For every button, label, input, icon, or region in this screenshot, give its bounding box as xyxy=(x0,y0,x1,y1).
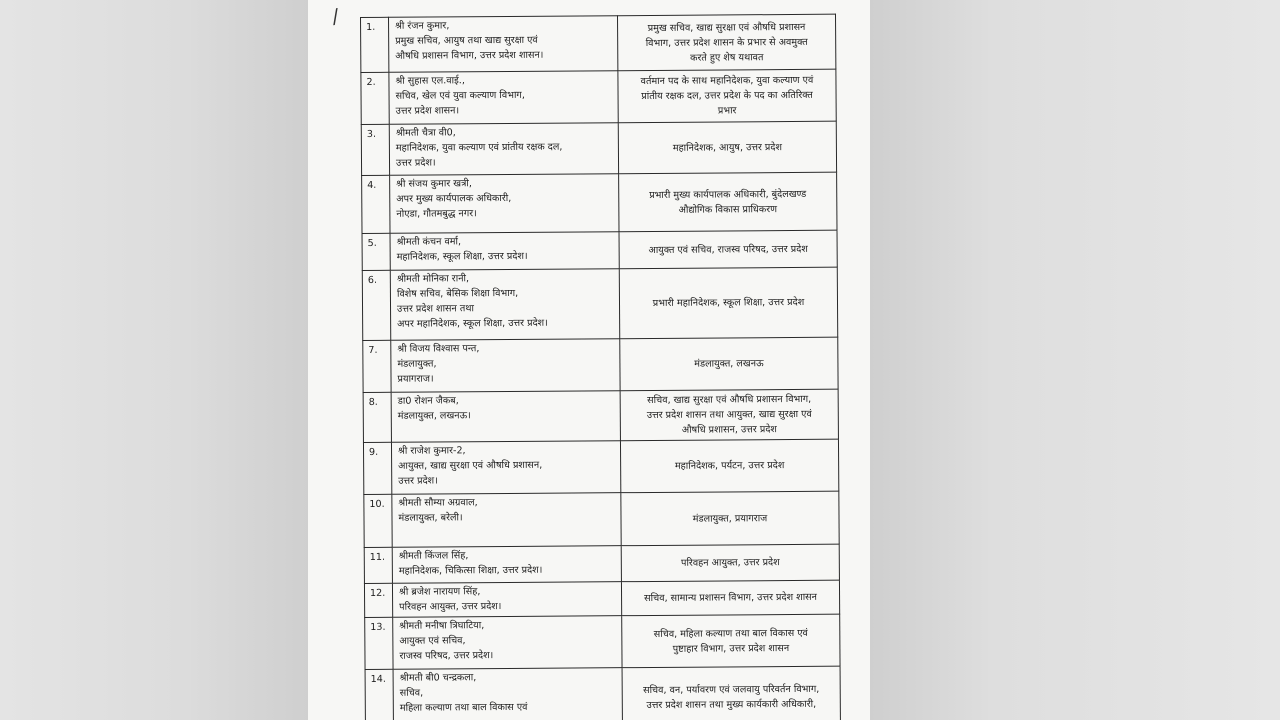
text-line: पुष्टाहार विभाग, उत्तर प्रदेश शासन xyxy=(672,642,790,655)
text-line: श्री रंजन कुमार, xyxy=(395,20,450,32)
new-posting xyxy=(618,69,836,123)
text-line: महानिदेशक, पर्यटन, उत्तर प्रदेश xyxy=(674,460,785,472)
background-right xyxy=(870,0,1280,720)
text-line: प्रयागराज। xyxy=(397,373,434,385)
text-line: मंडलायुक्त, लखनऊ। xyxy=(397,410,471,422)
text-line: नोएडा, गौतमबुद्ध नगर। xyxy=(396,208,477,220)
text-line: श्री सुहास एल.वाई., xyxy=(395,75,465,87)
text-line: मंडलायुक्त, xyxy=(397,358,437,370)
text-line: सचिव, xyxy=(399,687,424,699)
table-row xyxy=(364,544,839,583)
officer-current-post xyxy=(390,174,619,234)
text-line: श्रीमती किंजल सिंह, xyxy=(398,550,469,562)
new-posting xyxy=(622,614,840,668)
new-posting xyxy=(621,491,839,546)
serial-number: 3. xyxy=(361,124,389,175)
text-line: डा0 रोशन जैकब, xyxy=(397,395,459,407)
text-line: सचिव, खेल एवं युवा कल्याण विभाग, xyxy=(395,89,525,102)
table-row xyxy=(363,389,838,442)
table-row xyxy=(361,121,836,175)
table-row xyxy=(363,439,838,494)
serial-number: 11. xyxy=(364,547,392,583)
table-row xyxy=(364,580,839,617)
text-line: उत्तर प्रदेश। xyxy=(398,475,438,487)
officer-current-post xyxy=(389,71,618,125)
text-line: श्रीमती मोनिका रानी, xyxy=(396,273,470,285)
officer-current-post xyxy=(389,123,618,176)
new-posting xyxy=(620,337,838,391)
new-posting xyxy=(621,544,839,582)
serial-number: 7. xyxy=(363,340,391,392)
officer-current-post xyxy=(392,582,621,618)
text-line: महानिदेशक, चिकित्सा शिक्षा, उत्तर प्रदेश। xyxy=(398,564,543,577)
text-line: परिवहन आयुक्त, उत्तर प्रदेश xyxy=(680,557,780,569)
new-posting xyxy=(620,439,838,493)
text-line: मंडलायुक्त, प्रयागराज xyxy=(692,512,768,525)
text-line: प्रमुख सचिव, खाद्य सुरक्षा एवं औषधि प्रशासन xyxy=(647,21,806,34)
serial-number: 4. xyxy=(362,175,390,233)
officer-current-post xyxy=(391,441,620,495)
table-row xyxy=(362,267,837,340)
text-line: परिवहन आयुक्त, उत्तर प्रदेश। xyxy=(399,601,502,613)
table-row xyxy=(365,666,840,720)
text-line: महानिदेशक, आयुष, उत्तर प्रदेश xyxy=(672,141,783,154)
officer-current-post xyxy=(392,546,621,584)
officer-current-post xyxy=(389,16,618,73)
new-posting xyxy=(621,580,839,616)
text-line: श्री राजेश कुमार-2, xyxy=(397,445,466,457)
officer-current-post xyxy=(392,493,621,548)
text-line: उत्तर प्रदेश। xyxy=(395,157,436,169)
text-line: वर्तमान पद के साथ महानिदेशक, युवा कल्याण एवं xyxy=(640,74,814,88)
text-line: श्रीमती चैत्रा वी0, xyxy=(395,127,456,139)
text-line: सचिव, महिला कल्याण तथा बाल विकास एवं xyxy=(653,627,808,640)
text-line: औषधि प्रशासन, उत्तर प्रदेश xyxy=(681,424,777,436)
table-row xyxy=(363,337,838,392)
text-line: प्रभार xyxy=(717,105,737,117)
text-line: श्री ब्रजेश नारायण सिंह, xyxy=(398,586,481,598)
table-row xyxy=(364,491,839,547)
text-line: महानिदेशक, स्कूल शिक्षा, उत्तर प्रदेश। xyxy=(396,250,528,263)
text-line: आयुक्त एवं सचिव, xyxy=(399,635,466,647)
text-line: आयुक्त, खाद्य सुरक्षा एवं औषधि प्रशासन, xyxy=(398,459,543,472)
officer-current-post xyxy=(391,391,620,443)
new-posting xyxy=(617,14,835,71)
serial-number: 5. xyxy=(362,233,390,270)
page-mark: / xyxy=(330,3,341,29)
serial-number: 6. xyxy=(362,270,390,340)
text-line: प्रभारी महानिदेशक, स्कूल शिक्षा, उत्तर प्रदेश xyxy=(652,296,805,309)
text-line: अपर महानिदेशक, स्कूल शिक्षा, उत्तर प्रदेश। xyxy=(397,317,548,330)
text-line: अपर मुख्य कार्यपालक अधिकारी, xyxy=(396,192,512,205)
new-posting xyxy=(618,121,836,174)
serial-number: 14. xyxy=(365,669,393,720)
text-line: उत्तर प्रदेश शासन। xyxy=(395,105,460,117)
text-line: विभाग, उत्तर प्रदेश शासन के प्रभार से अवमुक्त xyxy=(645,36,808,49)
officer-current-post xyxy=(393,668,622,720)
serial-number: 10. xyxy=(364,494,392,547)
text-line: सचिव, सामान्य प्रशासन विभाग, उत्तर प्रदेश शासन xyxy=(644,591,818,605)
officer-current-post xyxy=(390,269,619,341)
text-line: सचिव, खाद्य सुरक्षा एवं औषधि प्रशासन विभाग, xyxy=(647,393,812,407)
serial-number: 2. xyxy=(361,72,389,124)
text-line: महिला कल्याण तथा बाल विकास एवं xyxy=(399,701,528,714)
table-row xyxy=(365,614,840,669)
officer-current-post xyxy=(393,616,622,670)
serial-number: 12. xyxy=(364,583,392,617)
table-row xyxy=(361,69,836,124)
text-line: सचिव, वन, पर्यावरण एवं जलवायु परिवर्तन विभाग, xyxy=(643,683,820,696)
background-left xyxy=(0,0,308,720)
text-line: औषधि प्रशासन विभाग, उत्तर प्रदेश शासन। xyxy=(395,49,544,62)
text-line: आयुक्त एवं सचिव, राजस्व परिषद, उत्तर प्रदेश xyxy=(648,243,808,256)
text-line: मंडलायुक्त, लखनऊ xyxy=(694,358,764,370)
text-line: प्रभारी मुख्य कार्यपालक अधिकारी, बुंदेलखण्ड xyxy=(649,188,807,201)
text-line: करते हुए शेष यथावत xyxy=(690,51,764,64)
serial-number: 8. xyxy=(363,392,391,442)
serial-number: 9. xyxy=(363,442,391,494)
text-line: औद्योगिक विकास प्राधिकरण xyxy=(678,203,778,216)
text-line: श्रीमती सौम्या अग्रवाल, xyxy=(398,497,478,509)
new-posting xyxy=(622,666,840,720)
text-line: श्रीमती कंचन वर्मा, xyxy=(396,236,462,248)
text-line: राजस्व परिषद, उत्तर प्रदेश। xyxy=(399,650,494,662)
text-line: श्रीमती बी0 चन्द्रकला, xyxy=(399,672,477,684)
table-row xyxy=(362,230,837,270)
new-posting xyxy=(619,267,837,339)
document-page xyxy=(308,0,870,720)
officer-current-post xyxy=(390,232,619,271)
text-line: महानिदेशक, युवा कल्याण एवं प्रांतीय रक्षक दल, xyxy=(395,141,563,154)
serial-number: 1. xyxy=(361,17,389,72)
new-posting xyxy=(619,172,837,232)
new-posting xyxy=(620,389,838,441)
new-posting xyxy=(619,230,837,269)
text-line: प्रांतीय रक्षक दल, उत्तर प्रदेश के पद का अतिरिक्त xyxy=(641,89,813,103)
officer-current-post xyxy=(391,339,620,393)
serial-number: 13. xyxy=(365,617,393,669)
transfer-table xyxy=(360,14,841,720)
text-line: श्रीमती मनीषा त्रिघाटिया, xyxy=(399,620,485,632)
text-line: विशेष सचिव, बेसिक शिक्षा विभाग, xyxy=(396,287,519,300)
text-line: मंडलायुक्त, बरेली। xyxy=(398,512,463,524)
text-line: उत्तर प्रदेश शासन तथा मुख्य कार्यकारी अधिकारी, xyxy=(646,698,817,711)
table-row xyxy=(362,172,837,233)
text-line: उत्तर प्रदेश शासन तथा xyxy=(397,303,475,315)
text-line: श्री संजय कुमार खत्री, xyxy=(396,178,473,190)
text-line: श्री विजय विश्वास पन्त, xyxy=(397,343,480,355)
text-line: प्रमुख सचिव, आयुष तथा खाद्य सुरक्षा एवं xyxy=(395,34,538,47)
text-line: उत्तर प्रदेश शासन तथा आयुक्त, खाद्य सुरक्षा एवं xyxy=(646,408,812,422)
table-row xyxy=(361,14,836,72)
